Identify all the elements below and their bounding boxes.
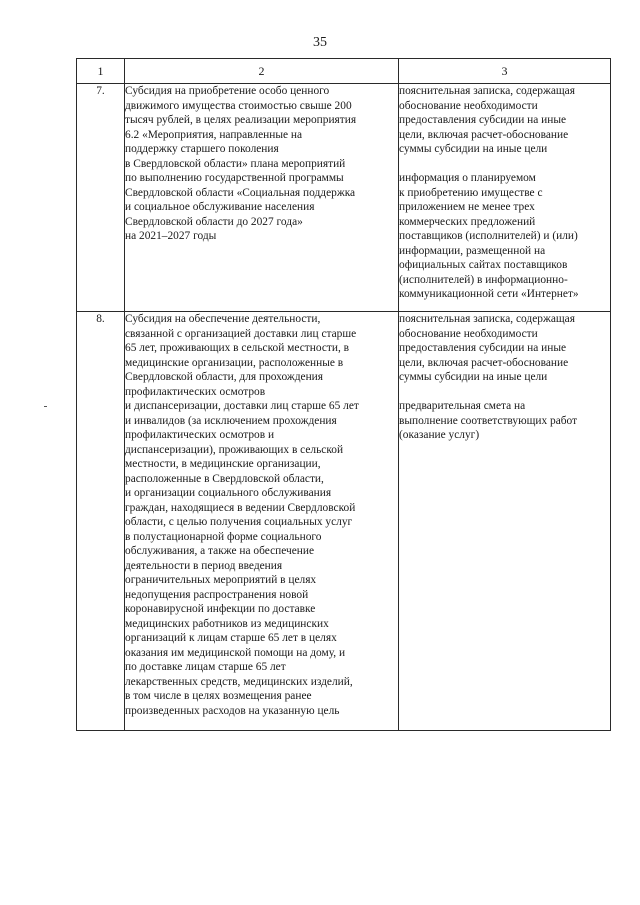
text-line: пояснительная записка, содержащая [399, 85, 575, 97]
text-line: в полустационарной форме социального [125, 530, 322, 543]
row-number: 7. [77, 84, 125, 312]
paragraph-gap [399, 157, 610, 172]
text-line: Субсидия на приобретение особо ценного [125, 85, 330, 97]
text-line: произведенных расходов на указанную цель [125, 704, 340, 717]
text-line: на 2021–2027 годы [125, 230, 217, 242]
table-header-row [77, 59, 611, 84]
subsidy-name-cell [125, 84, 399, 312]
header-cell-2: 2 [125, 59, 399, 84]
documents-cell [399, 312, 611, 731]
text-line: и инвалидов (за исключением прохождения [125, 414, 337, 427]
text-line: недопущения распространения новой [125, 588, 309, 601]
text-line: обоснование необходимости [399, 327, 538, 340]
text-line: (исполнителей) в информационно- [399, 273, 568, 286]
text-line: коммуникационной сети «Интернет» [399, 288, 579, 300]
text-line: граждан, находящиеся в ведении Свердловской [125, 501, 356, 514]
text-line: оказания им медицинской помощи на дому, и [125, 646, 346, 659]
table-row [77, 312, 611, 731]
paragraph-gap [399, 385, 610, 400]
text-line: выполнение соответствующих работ [399, 414, 578, 427]
text-line: диспансеризации), проживающих в сельской [125, 443, 344, 456]
text-line: предварительная смета на [399, 400, 526, 412]
scan-speck [44, 406, 47, 407]
text-line: тысяч рублей, в целях реализации мероприятия [125, 114, 357, 126]
text-line: (оказание услуг) [399, 429, 480, 441]
text-line: деятельности в период введения [125, 559, 283, 572]
text-line: обоснование необходимости [399, 99, 538, 112]
text-line: официальных сайтах поставщиков [399, 259, 568, 271]
header-cell-3: 3 [399, 59, 611, 84]
text-line: области, с целью получения социальных услуг [125, 516, 353, 528]
text-line: 6.2 «Мероприятия, направленные на [125, 128, 303, 141]
text-line: профилактических осмотров и [125, 429, 275, 441]
text-line: по доставке лицам старше 65 лет [125, 661, 286, 673]
text-line: коммерческих предложений [399, 215, 536, 228]
text-line: ограничительных мероприятий в целях [125, 574, 317, 586]
text-line: в том числе в целях возмещения ранее [125, 690, 312, 702]
text-line: информации, размещенной на [399, 244, 546, 257]
text-line: Субсидия на обеспечение деятельности, [125, 313, 321, 325]
text-line: приложением не менее трех [399, 201, 535, 213]
text-line: связанной с организацией доставки лиц старше [125, 327, 357, 340]
documents-cell [399, 84, 611, 312]
subsidy-name-cell [125, 312, 399, 731]
row-number: 8. [77, 312, 125, 731]
text-line: Свердловской области до 2027 года» [125, 215, 303, 228]
text-line: и диспансеризации, доставки лиц старше 65 лет [125, 400, 359, 412]
text-line: поддержку старшего поколения [125, 143, 279, 155]
text-line: поставщиков (исполнителей) и (или) [399, 230, 578, 242]
text-line: Свердловской области «Социальная поддержка [125, 186, 356, 199]
text-line: лекарственных средств, медицинских изделий, [125, 675, 353, 688]
text-line: в Свердловской области» плана мероприятий [125, 157, 346, 170]
text-line: цели, включая расчет-обоснование [399, 128, 569, 141]
text-line: Свердловской области, для прохождения [125, 371, 324, 383]
text-line: по выполнению государственной программы [125, 172, 344, 184]
page-number: 35 [313, 35, 327, 50]
text-line: к приобретению имуществе с [399, 186, 543, 199]
text-line: медицинские организации, расположенные в [125, 356, 344, 369]
subsidy-table [76, 58, 611, 731]
text-line: профилактических осмотров [125, 385, 266, 398]
text-line: суммы субсидии на иные цели [399, 371, 548, 383]
text-line: цели, включая расчет-обоснование [399, 356, 569, 369]
text-line: информация о планируемом [399, 172, 536, 184]
table-row [77, 84, 611, 312]
text-line: движимого имущества стоимостью свыше 200 [125, 99, 352, 112]
text-line: суммы субсидии на иные цели [399, 143, 548, 155]
text-line: пояснительная записка, содержащая [399, 313, 575, 325]
text-line: и социальное обслуживание населения [125, 201, 315, 213]
header-cell-1: 1 [77, 59, 125, 84]
text-line: медицинских работников из медицинских [125, 617, 329, 630]
text-line: предоставления субсидии на иные [399, 342, 567, 354]
text-line: организаций к лицам старше 65 лет в целях [125, 632, 337, 644]
text-line: и организации социального обслуживания [125, 487, 332, 499]
text-line: коронавирусной инфекции по доставке [125, 603, 316, 615]
text-line: местности, в медицинские организации, [125, 458, 321, 470]
text-line: 65 лет, проживающих в сельской местности, в [125, 342, 350, 354]
text-line: расположенные в Свердловской области, [125, 472, 324, 485]
text-line: обслуживания, а также на обеспечение [125, 545, 315, 557]
text-line: предоставления субсидии на иные [399, 114, 567, 126]
